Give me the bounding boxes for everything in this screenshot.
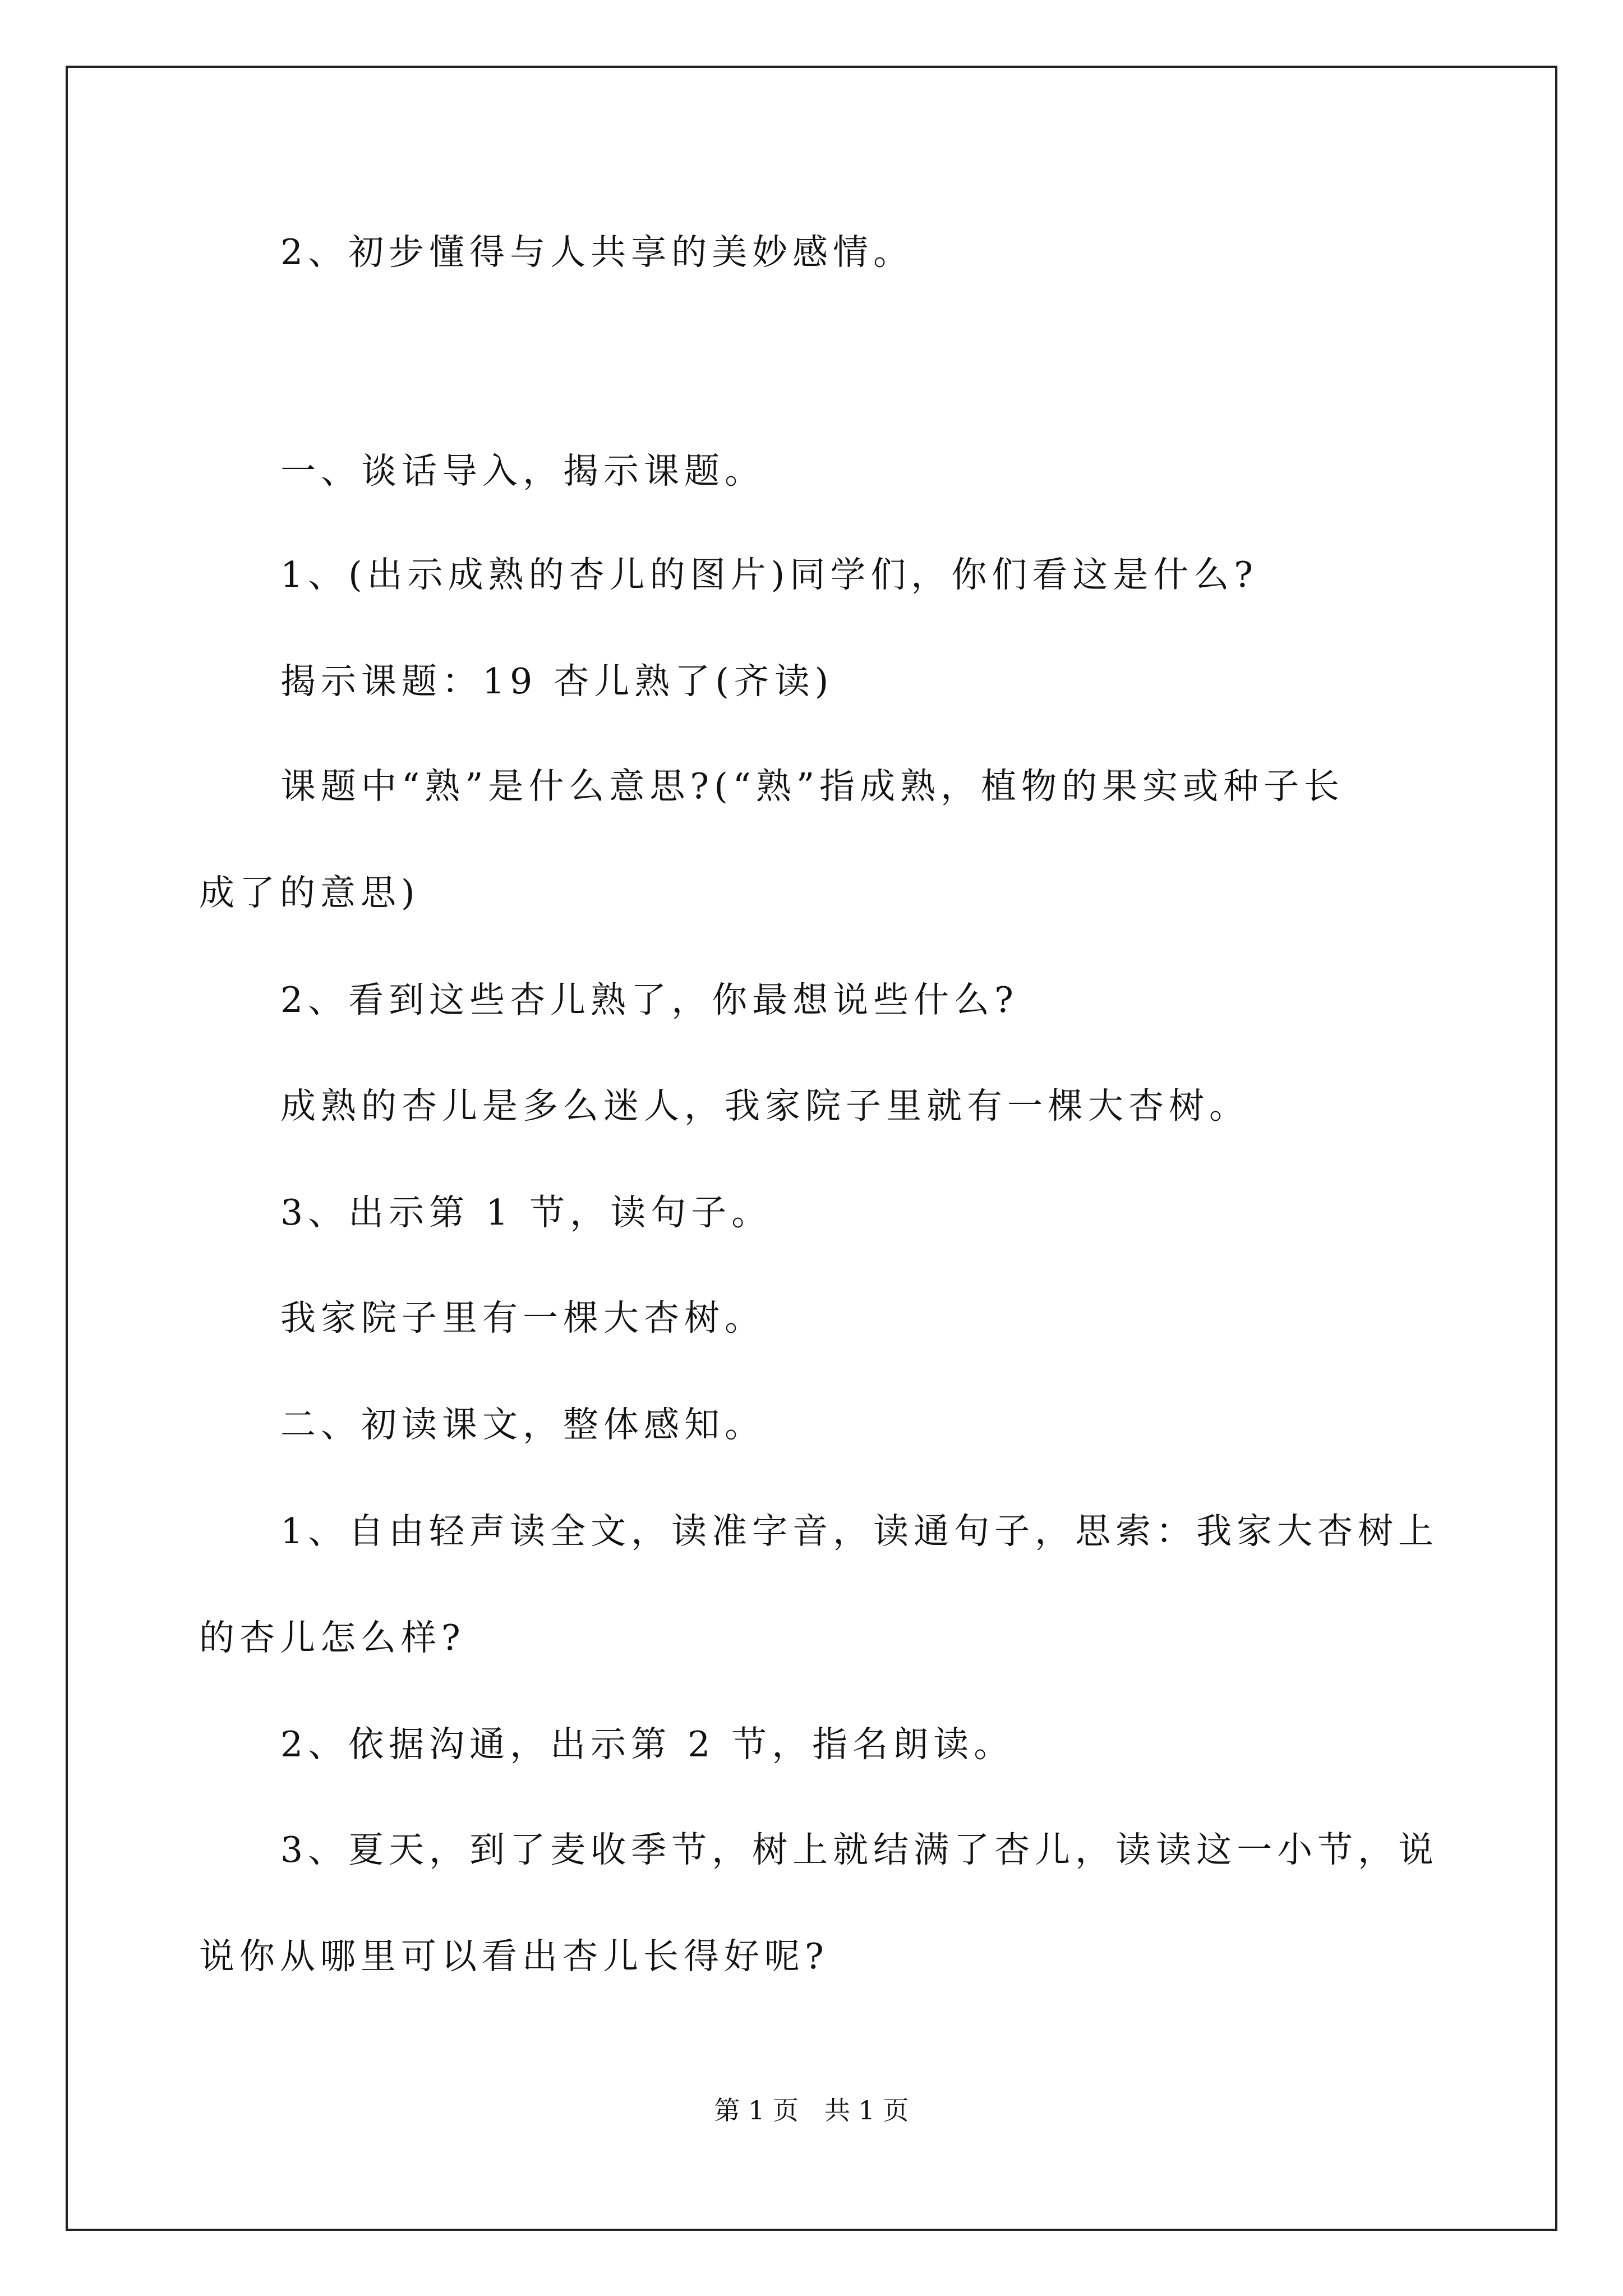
paragraph-line: 成了的意思) [199,872,420,913]
paragraph-line: 我家院子里有一棵大杏树。 [280,1297,765,1338]
paragraph-line: 2、依据沟通，出示第 2 节，指名朗读。 [280,1724,1015,1765]
paragraph-line: 成熟的杏儿是多么迷人，我家院子里就有一棵大杏树。 [280,1085,1249,1126]
paragraph-line: 1、(出示成熟的杏儿的图片)同学们，你们看这是什么? [280,554,1258,595]
page-footer: 第 1 页 共 1 页 [714,2095,909,2125]
paragraph-line: 2、初步懂得与人共享的美妙感情。 [280,232,914,273]
paragraph-line: 1、自由轻声读全文，读准字音，读通句子，思索：我家大杏树上 [280,1511,1439,1552]
paragraph-line: 的杏儿怎么样? [199,1617,465,1658]
section-heading: 二、初读课文，整体感知。 [280,1404,765,1445]
page-border [66,66,1557,2231]
paragraph-line: 揭示课题：19 杏儿熟了(齐读) [280,661,834,702]
paragraph-line: 课题中“熟”是什么意思?(“熟”指成熟，植物的果实或种子长 [280,766,1345,807]
section-heading: 一、谈话导入，揭示课题。 [280,450,765,491]
paragraph-line: 说你从哪里可以看出杏儿长得好呢? [199,1936,829,1977]
paragraph-line: 3、出示第 1 节，读句子。 [280,1192,772,1233]
paragraph-line: 2、看到这些杏儿熟了，你最想说些什么? [280,979,1018,1020]
paragraph-line: 3、夏天，到了麦收季节，树上就结满了杏儿，读读这一小节，说 [280,1829,1439,1870]
